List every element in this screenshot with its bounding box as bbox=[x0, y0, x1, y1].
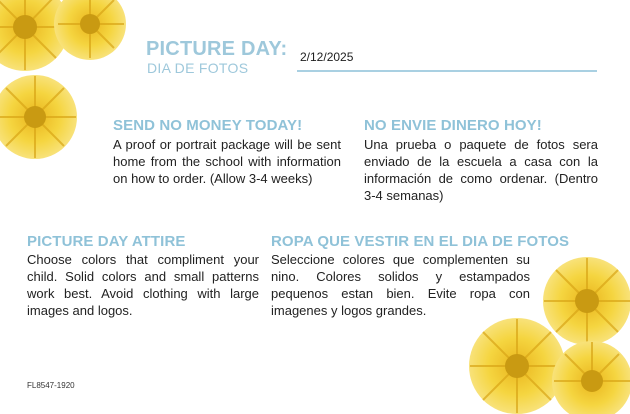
heading-picture-day-attire: PICTURE DAY ATTIRE bbox=[27, 233, 186, 250]
date-underline bbox=[297, 70, 597, 72]
body-no-envie-dinero: Una prueba o paquete de fotos sera enviado de la escuela a casa con la información de como ordenar. (Dentro 3-4 semanas) bbox=[364, 137, 598, 203]
body-picture-day-attire: Choose colors that compliment your child. Solid colors and small patterns work best. Avoid clothing with large images and logos. bbox=[27, 252, 259, 318]
heading-send-no-money: SEND NO MONEY TODAY! bbox=[113, 117, 303, 134]
heading-ropa-que-vestir: ROPA QUE VESTIR EN EL DIA DE FOTOS bbox=[271, 233, 570, 250]
heading-no-envie-dinero: NO ENVIE DINERO HOY! bbox=[364, 117, 542, 134]
body-ropa-que-vestir: Seleccione colores que complementen su nino. Colores solidos y estampados pequenos estan bien. Evite ropa con imagenes y logos grandes. bbox=[271, 252, 530, 318]
picture-date: 2/12/2025 bbox=[300, 50, 354, 64]
page-title: PICTURE DAY: bbox=[146, 38, 288, 60]
page-subtitle: DIA DE FOTOS bbox=[147, 60, 249, 76]
body-send-no-money: A proof or portrait package will be sent home from the school with information on how to order. (Allow 3-4 weeks) bbox=[113, 137, 341, 186]
form-code: FL8547-1920 bbox=[27, 381, 75, 390]
